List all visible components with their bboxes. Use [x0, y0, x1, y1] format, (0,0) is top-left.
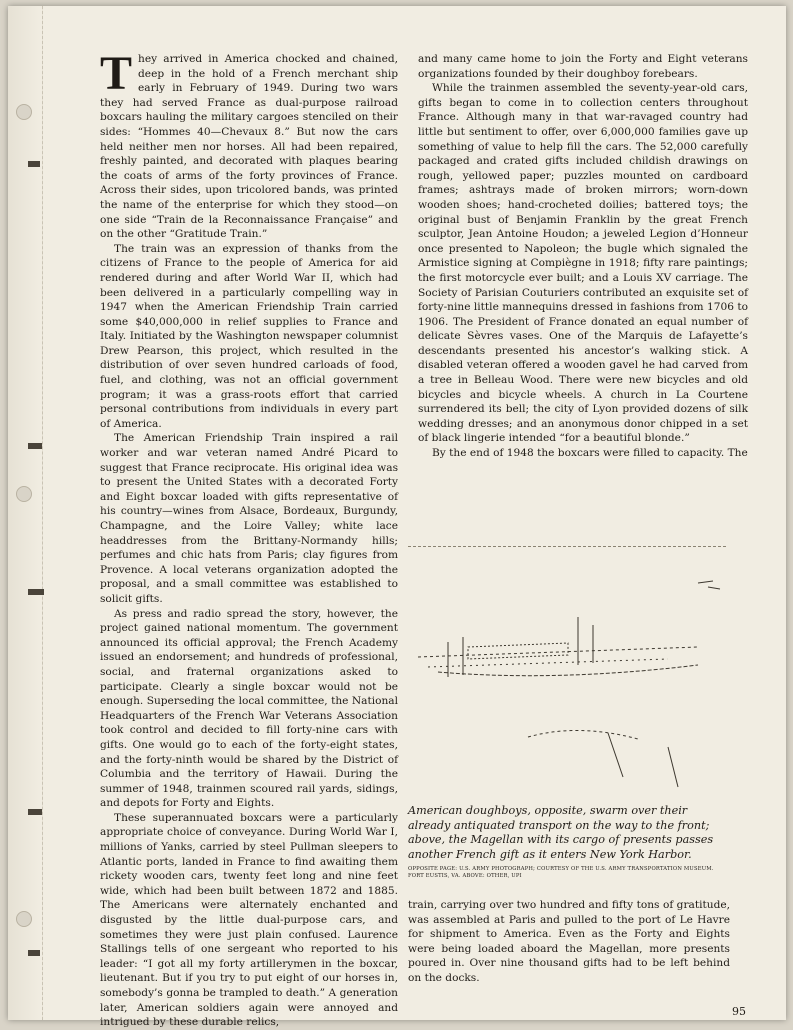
paragraph: They arrived in America chocked and chained, deep in the hold of a French merchant ship early in February of 1949. During two wars they had served France as dual-purpose railroad boxcars hauling the military cargoes stenciled on their sides: “Hommes 40—Chevaux 8.” But now the cars held neither men nor horses. All had been repaired, freshly painted, and decorated with plaques bearing the coats of arms of the forty provinces of France. Across their sides, upon tricolored bands, was printed the name of the enterprise for which they stood—on one side “Train de la Reconnaissance Française” and on the other “Gratitude Train.”: [100, 47, 398, 241]
ship-photo: [408, 546, 726, 795]
paragraph: The train was an expression of thanks from the citizens of France to the people of America for aid rendered during and after World War II, which had been delivered in a particularly compelling way in 1947 when the American Friendship Train carried some $40,000,000 in relief supplies to France and Italy. Initiated by the Washington newspaper columnist Drew Pearson, this project, which resulted in the distribution of over seven hundred carloads of food, fuel, and clothing, was not an official government program; it was a grass-roots effort that carried personal contributions from individuals in every part of America.: [100, 242, 398, 430]
binding-mark: [28, 161, 40, 167]
punch-hole: [16, 104, 32, 120]
binding-mark: [28, 589, 44, 595]
scanned-page: [8, 6, 786, 1029]
binding-mark: [28, 950, 40, 956]
paragraph: train, carrying over two hundred and fifty tons of gratitude, was assembled at Paris and pulled to the port of Le Havre for shipment to America. Even as the Forty and Eights were being loaded aboard the Magellan, more presents poured in. Over nine thousand gifts had to be left behind on the docks.: [408, 899, 730, 984]
binding-margin: [8, 6, 43, 1020]
paragraph: The American Friendship Train inspired a rail worker and war veteran named André Picard to suggest that France reciprocate. His original idea was to present the United States with a decorated Forty and Eight boxcar loaded with gifts representative of his country—wines from Alsace, Bordeaux, Burgundy, Champagne, and the Loire Valley; white lace headdresses from the Brittany-Normandy hills; perfumes and chic hats from Paris; clay figures from Provence. A local veterans organization adopted the proposal, and a small committee was established to solicit gifts.: [100, 432, 398, 605]
punch-hole: [16, 911, 32, 927]
left-column: [100, 47, 398, 1030]
binding-mark: [28, 809, 42, 815]
right-column: [418, 52, 748, 461]
binding-mark: [28, 443, 42, 449]
paragraph: By the end of 1948 the boxcars were filled to capacity. The: [432, 447, 748, 460]
ship-photo-sketch: [408, 547, 726, 795]
punch-hole: [16, 486, 32, 502]
paragraph: and many came home to join the Forty and Eight veterans organizations founded by their doughboy forebears.: [418, 53, 748, 80]
page-number: 95: [732, 1005, 746, 1018]
photo-caption: American doughboys, opposite, swarm over their already antiquated transport on the way to the front; above, the Magellan with its cargo of presents passes another French gift as it enters New York Harbor.: [408, 804, 714, 861]
paragraph: As press and radio spread the story, however, the project gained national momentum. The government announced its official approval; the French Academy issued an endorsement; and hundreds of professional, social, and fraternal organizations asked to participate. Clearly a single boxcar would not be enough. Superseding the local committee, the National Headquarters of the French War Veterans Association took control and decided to fill forty-nine cars with gifts. One would go to each of the forty-eight states, and the forty-ninth would be shared by the District of Columbia and the territory of Hawaii. During the summer of 1948, trainmen scoured rail yards, sidings, and depots for Forty and Eights.: [100, 607, 398, 810]
paragraph: These superannuated boxcars were a particularly appropriate choice of conveyance. During World War I, millions of Yanks, carried by steel Pullman sleepers to Atlantic ports, landed in France to find awaiting them rickety wooden cars, twenty feet long and nine feet wide, which had been built between 1872 and 1885. The Americans were alternately enchanted and disgusted by the little dual-purpose cars, and sometimes they were just plain confused. Laurence Stallings tells of one sergeant who reported to his leader: “I got all my forty artillerymen in the boxcar, lieutenant. But if you try to put eight of our horses in, somebody’s gonna be trampled to death.” A generation later, American soldiers again were annoyed and intrigued by these durable relics,: [100, 811, 398, 1029]
drop-cap: T: [100, 47, 133, 100]
paragraph: While the trainmen assembled the seventy-year-old cars, gifts began to come in to collection centers throughout France. Although many in that war-ravaged country had little but sentiment to offer, over 6,000,000 families gave up something of value to help fill the cars. The 52,000 carefully packaged and crated gifts included childish drawings on rough, yellowed paper; puzzles mounted on cardboard frames; ashtrays made of broken mirrors; worn-down wooden shoes; hand-crocheted doilies; battered toys; the original bust of Benjamin Franklin by the great French sculptor, Jean Antoine Houdon; a jeweled Legion d’Honneur once presented to Napoleon; the bugle which signaled the Armistice signing at Compiègne in 1918; fifty rare paintings; the first motorcycle ever built; and a Louis XV carriage. The Society of Parisian Couturiers contributed an exquisite set of forty-nine little mannequins dressed in fashions from 1706 to 1906. The President of France donated an equal number of delicate Sèvres vases. One of the Marquis de Lafayette’s descendants presented his ancestor’s walking stick. A disabled veteran offered a wooden gavel he had carved from a tree in Belleau Wood. There were new bicycles and old bicycles and bicycle wheels. A church in La Courtene surrendered its bell; the city of Lyon provided dozens of silk wedding dresses; and an anonymous donor chipped in a set of black lingerie intended “for a beautiful blonde.”: [418, 82, 748, 445]
photo-credit: OPPOSITE PAGE: U.S. ARMY PHOTOGRAPH; COURTESY OF THE U.S. ARMY TRANSPORTATION MUSEUM. FORT EUSTIS, VA. ABOVE: OTHER, UPI: [408, 866, 714, 879]
